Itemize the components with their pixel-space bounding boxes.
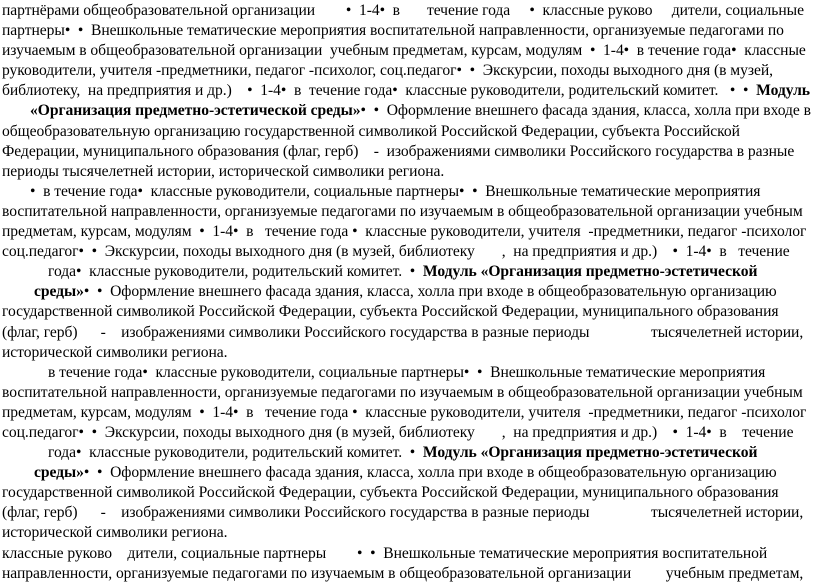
text-run: года• классные руководители, родительский комитет. • — [48, 444, 423, 462]
text-run: • • Оформление внешнего фасада здания, класса, холла при входе в общеобразовательную организацию — [83, 464, 777, 482]
text-run: (флаг, герб) - изображениями символики Российского государства в разные периоды тысячелетней истории, — [2, 323, 804, 341]
text-run: • • Оформление внешнего фасада здания, класса, холла при входе в общеобразовательную организацию — [83, 283, 777, 301]
document-text-line — [2, 423, 814, 443]
document-text-line — [2, 41, 814, 61]
document-text-line — [2, 81, 814, 101]
document-text-line — [2, 403, 814, 423]
text-run: классные руково дители, социальные партнеры • • Внешкольные тематические мероприятия воспитательной — [2, 544, 768, 562]
document-text-line — [2, 564, 814, 584]
document-text-line — [2, 282, 814, 302]
text-run: года• классные руководители, родительский комитет. • — [48, 263, 423, 281]
text-run: направленности, организуемые педагогами по изучаемым в общеобразовательной организации учебным предметам, — [2, 564, 804, 582]
document-text-line — [2, 142, 814, 162]
document-text-line — [2, 21, 814, 41]
document-text-line — [2, 101, 814, 121]
text-run: партнёрами общеобразовательной организации • 1-4• в течение года • классные руково дители, социальные — [2, 2, 804, 19]
text-run: руководители, учителя -предметники, педагог -психолог, соц.педагог• • Экскурсии, походы выходного дня (в музей, — [2, 62, 773, 80]
text-run: (флаг, герб) - изображениями символики Российского государства в разные периоды тысячелетней истории, — [2, 504, 804, 522]
document-text-line — [2, 523, 814, 543]
text-run: • в течение года• классные руководители, социальные партнеры• • Внешкольные тематические мероприятия — [30, 182, 761, 200]
bold-text-run: среды» — [34, 464, 84, 482]
text-run: исторической символики региона. — [2, 524, 228, 542]
text-run: воспитательной направленности, организуемые педагогами по изучаемым в общеобразовательной организации учебным — [2, 202, 803, 220]
bold-text-run: среды» — [34, 283, 84, 301]
document-text-line — [2, 443, 814, 463]
text-run: в течение года• классные руководители, социальные партнеры• • Внешкольные тематические мероприятия — [48, 363, 766, 381]
text-run: общеобразовательную организацию государственной символикой Российской Федерации, субъекта Российской — [2, 122, 740, 140]
document-text-line — [2, 202, 814, 222]
text-run: государственной символикой Российской Федерации, субъекта Российской Федерации, муниципального образования — [2, 484, 779, 502]
document-text-line — [2, 383, 814, 403]
document-text-line — [2, 182, 814, 202]
document-text-line — [2, 262, 814, 282]
text-run: • • Оформление внешнего фасада здания, класса, холла при входе в — [360, 102, 811, 120]
text-run: соц.педагог• • Экскурсии, походы выходного дня (в музей, библиотеку , на предприятия и др.) • 1-4• в течение — [2, 423, 794, 441]
document-text-line — [2, 1, 814, 21]
document-page — [2, 1, 814, 584]
text-run: соц.педагог• • Экскурсии, походы выходного дня (в музей, библиотеку , на предприятия и др.) • 1-4• в течение — [2, 243, 790, 261]
document-text-line — [2, 162, 814, 182]
text-run: государственной символикой Российской Федерации, субъекта Российской Федерации, муниципального образования — [2, 303, 779, 321]
document-text-line — [2, 544, 814, 564]
text-run: исторической символики региона. — [2, 343, 228, 361]
text-run: библиотеку, на предприятия и др.) • 1-4• в течение года• классные руководители, родительский комитет. • • — [2, 82, 757, 100]
bold-text-run: Модуль «Организация предметно-эстетической — [422, 263, 758, 281]
bold-text-run: Модуль — [756, 82, 810, 100]
document-text-line — [2, 363, 814, 383]
document-text-line — [2, 323, 814, 343]
text-run: воспитательной направленности, организуемые педагогами по изучаемым в общеобразовательной организации учебным — [2, 383, 803, 401]
text-run: предметам, курсам, модулям • 1-4• в течение года • классные руководители, учителя -предметники, педагог -психолог — [2, 403, 807, 421]
bold-text-run: Модуль «Организация предметно-эстетической — [422, 444, 758, 462]
bold-text-run: «Организация предметно-эстетической среды» — [30, 102, 361, 120]
document-text-line — [2, 483, 814, 503]
text-run: изучаемым в общеобразовательной организации учебным предметам, курсам, модулям • 1-4• в течение года• классные — [2, 42, 806, 60]
document-text-line — [2, 61, 814, 81]
text-run: предметам, курсам, модулям • 1-4• в течение года • классные руководители, учителя -предметники, педагог -психолог — [2, 223, 807, 241]
document-text-line — [2, 503, 814, 523]
document-text-line — [2, 343, 814, 363]
document-text-line — [2, 222, 814, 242]
document-text-line — [2, 302, 814, 322]
document-text-line — [2, 242, 814, 262]
text-run: партнеры• • Внешкольные тематические мероприятия воспитательной направленности, организуемые педагогами по — [2, 22, 784, 40]
text-run: периоды тысячелетней истории, исторической символики региона. — [2, 162, 445, 180]
document-text-line — [2, 122, 814, 142]
text-run: Федерации, муниципального образования (флаг, герб) - изображениями символики Российского государства в разные — [2, 142, 795, 160]
document-text-line — [2, 463, 814, 483]
